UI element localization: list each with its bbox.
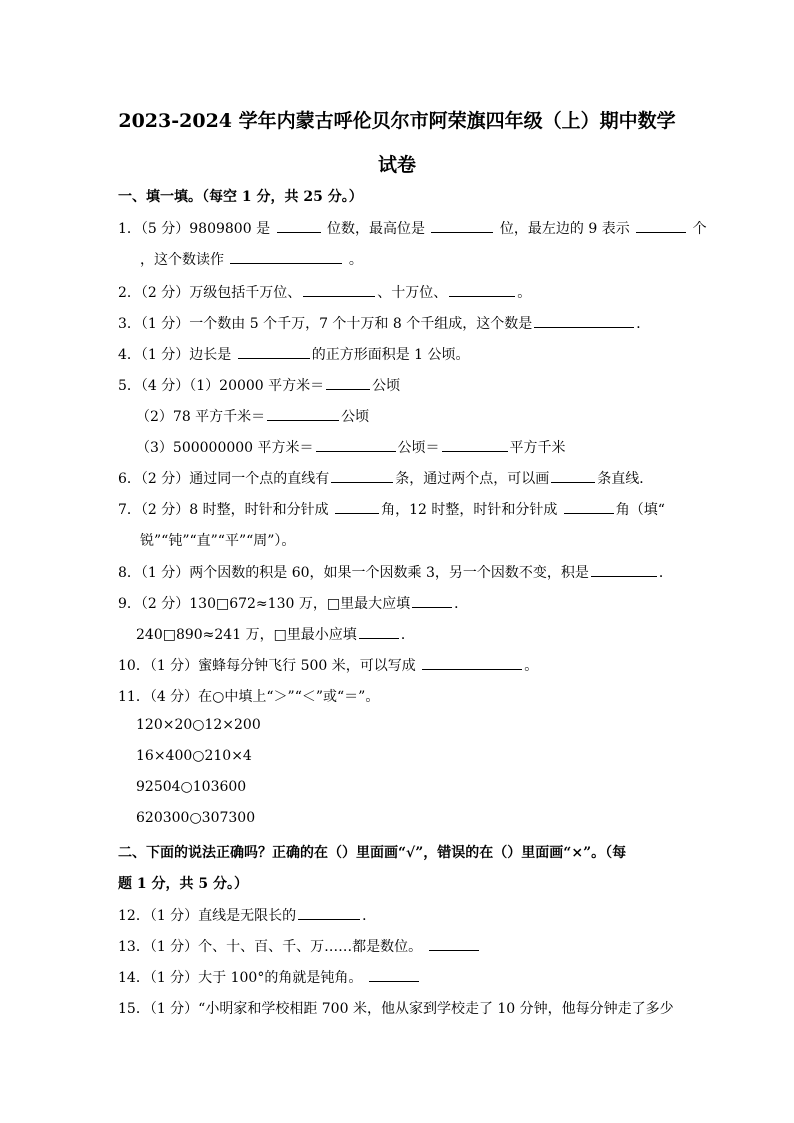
question-4 <box>118 344 470 364</box>
q5-text-d: 公顷 <box>341 409 370 425</box>
q5-text-f: 公顷＝ <box>397 440 440 456</box>
q3-text-b: ． <box>636 316 651 332</box>
q7-blank-2[interactable] <box>564 499 614 514</box>
q10-text-a: 10．（1 分）蜜蜂每分钟飞行 500 米，可以写成 <box>118 658 416 674</box>
q13-text-a: 13．（1 分）个、十、百、千、万……都是数位。 <box>118 939 423 955</box>
q11-expression-4: 620300○307300 <box>136 810 256 826</box>
q1-blank-3[interactable] <box>636 218 686 233</box>
question-9 <box>118 593 468 613</box>
q8-text-b: ． <box>658 565 673 581</box>
q5-text-a: 5．（4 分）（1）20000 平方米＝ <box>118 378 325 394</box>
question-8 <box>118 562 673 582</box>
question-15 <box>118 998 674 1018</box>
q7-blank-1[interactable] <box>335 499 379 514</box>
question-14 <box>118 967 421 987</box>
q5-text-g: 平方千米 <box>509 440 566 456</box>
q1-text-e: ，这个数读作 <box>140 252 224 268</box>
question-7 <box>118 499 665 519</box>
q1-blank-4[interactable] <box>230 249 342 264</box>
q2-text-c: 。 <box>517 285 532 301</box>
q11-expression-3: 92504○103600 <box>136 779 247 795</box>
question-5-part-2 <box>136 406 369 426</box>
q9-text-c: 240□890≈241 万，□里最小应填 <box>136 627 357 643</box>
q1-text-a: 1．（5 分）9809800 是 <box>118 221 271 237</box>
question-3 <box>118 313 650 333</box>
q2-text-b: 、十万位、 <box>377 285 448 301</box>
q1-text-b: 位数，最高位是 <box>326 221 425 237</box>
q2-blank-1[interactable] <box>303 282 375 297</box>
q15-text-a: 15．（1 分）“小明家和学校相距 700 米，他从家到学校走了 10 分钟，他每分钟走了多少 <box>118 1001 674 1017</box>
q5-blank-1[interactable] <box>326 375 370 390</box>
q11-text-a: 11．（4 分）在○中填上“＞”“＜”或“＝”。 <box>118 689 380 705</box>
q14-blank-1[interactable] <box>369 967 419 982</box>
q8-blank-1[interactable] <box>591 562 657 577</box>
q2-blank-2[interactable] <box>449 282 515 297</box>
question-13 <box>118 936 481 956</box>
q5-text-e: （3）500000000 平方米＝ <box>136 440 314 456</box>
q1-blank-1[interactable] <box>277 218 321 233</box>
q10-blank-1[interactable] <box>422 655 522 670</box>
q6-blank-1[interactable] <box>331 468 393 483</box>
question-7-cont <box>140 530 295 550</box>
q4-blank-1[interactable] <box>238 344 310 359</box>
question-9-cont <box>136 624 415 644</box>
question-10 <box>118 655 538 675</box>
q7-text-c: 角（填“ <box>615 502 665 518</box>
q12-text-a: 12．（1 分）直线是无限长的 <box>118 908 297 924</box>
question-11 <box>118 686 379 706</box>
question-6 <box>118 468 653 488</box>
q9-blank-2[interactable] <box>359 624 399 639</box>
q3-blank-1[interactable] <box>534 313 634 328</box>
q1-text-c: 位，最左边的 9 表示 <box>499 221 630 237</box>
exam-title-line1: 2023-2024 学年内蒙古呼伦贝尔市阿荣旗四年级（上）期中数学 <box>118 110 676 132</box>
q5-text-b: 公顷 <box>372 378 401 394</box>
question-5 <box>118 375 400 395</box>
q5-text-c: （2）78 平方千米＝ <box>136 409 266 425</box>
q9-text-a: 9．（2 分）130□672≈130 万，□里最大应填 <box>118 596 411 612</box>
q14-text-a: 14．（1 分）大于 100°的角就是钝角。 <box>118 970 363 986</box>
q8-text-a: 8．（1 分）两个因数的积是 60，如果一个因数乘 3，另一个因数不变，积是 <box>118 565 589 581</box>
q9-text-b: ． <box>454 596 469 612</box>
q12-blank-1[interactable] <box>298 905 360 920</box>
q3-text-a: 3．（1 分）一个数由 5 个千万，7 个十万和 8 个千组成，这个数是 <box>118 316 533 332</box>
q2-text-a: 2．（2 分）万级包括千万位、 <box>118 285 302 301</box>
question-12 <box>118 905 376 925</box>
q7-text-d: 锐”“钝”“直”“平”“周”）。 <box>140 533 296 549</box>
q9-text-d: ． <box>400 627 415 643</box>
section-2-heading-line1: 二、下面的说法正确吗？正确的在（）里面画“√”，错误的在（）里面画“×”。（每 <box>118 845 627 861</box>
q1-blank-2[interactable] <box>431 218 493 233</box>
section-2-heading-line2: 题 1 分，共 5 分。） <box>118 876 248 892</box>
exam-title-line2: 试卷 <box>377 154 416 176</box>
q9-blank-1[interactable] <box>412 593 452 608</box>
q1-text-f: 。 <box>348 252 363 268</box>
q5-blank-3[interactable] <box>316 437 396 452</box>
q13-blank-1[interactable] <box>429 936 479 951</box>
section-1-heading: 一、填一填。（每空 1 分，共 25 分。） <box>118 189 363 205</box>
q4-text-b: 的正方形面积是 1 公顷。 <box>311 347 470 363</box>
q7-text-b: 角，12 时整，时针和分针成 <box>381 502 558 518</box>
q6-text-c: 条直线． <box>597 471 654 487</box>
question-1 <box>118 218 707 238</box>
q11-expression-1: 120×20○12×200 <box>136 717 261 733</box>
q10-text-b: 。 <box>524 658 539 674</box>
q5-blank-2[interactable] <box>267 406 339 421</box>
q6-text-a: 6．（2 分）通过同一个点的直线有 <box>118 471 330 487</box>
q4-text-a: 4．（1 分）边长是 <box>118 347 232 363</box>
question-1-cont <box>140 249 363 269</box>
q5-blank-4[interactable] <box>442 437 508 452</box>
q1-text-d: 个 <box>692 221 707 237</box>
q6-blank-2[interactable] <box>551 468 595 483</box>
q11-expression-2: 16×400○210×4 <box>136 748 252 764</box>
question-5-part-3 <box>136 437 566 457</box>
q6-text-b: 条，通过两个点，可以画 <box>395 471 550 487</box>
question-2 <box>118 282 531 302</box>
q12-text-b: ． <box>362 908 377 924</box>
q7-text-a: 7．（2 分）8 时整，时针和分针成 <box>118 502 329 518</box>
